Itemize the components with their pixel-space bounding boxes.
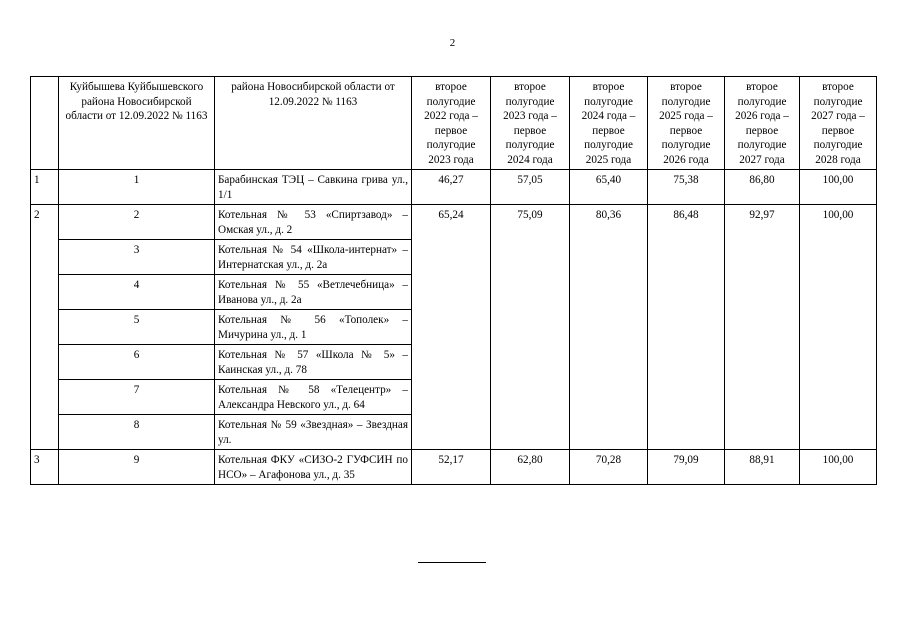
- object-name: Котельная № 56 «Тополек» – Мичурина ул., д. 1: [215, 310, 412, 345]
- value-cell: 65,40: [570, 170, 648, 205]
- row-index: 7: [59, 380, 215, 415]
- object-name: Котельная № 58 «Телецентр» – Александра Невского ул., д. 64: [215, 380, 412, 415]
- value-cell: 100,00: [800, 170, 877, 205]
- object-name: Котельная № 53 «Спиртзавод» – Омская ул., д. 2: [215, 205, 412, 240]
- value-cell: 75,38: [648, 170, 725, 205]
- value-cell: 79,09: [648, 450, 725, 485]
- header-period: второе полугодие 2022 года – первое полугодие 2023 года: [412, 77, 491, 170]
- value-cell: 70,28: [570, 450, 648, 485]
- header-period: второе полугодие 2026 года – первое полугодие 2027 года: [725, 77, 800, 170]
- value-cell: 80,36: [570, 205, 648, 450]
- value-cell: 100,00: [800, 450, 877, 485]
- row-index: 9: [59, 450, 215, 485]
- group-number: 2: [31, 205, 59, 450]
- group-number: 1: [31, 170, 59, 205]
- page-number: 2: [449, 37, 456, 49]
- object-name: Барабинская ТЭЦ – Савкина грива ул., 1/1: [215, 170, 412, 205]
- object-name: Котельная № 59 «Звездная» – Звездная ул.: [215, 415, 412, 450]
- value-cell: 88,91: [725, 450, 800, 485]
- row-index: 6: [59, 345, 215, 380]
- row-index: 4: [59, 275, 215, 310]
- row-index: 2: [59, 205, 215, 240]
- header-source: Куйбышева Куйбышевского района Новосибирской области от 12.09.2022 № 1163: [59, 77, 215, 170]
- table-row: [31, 205, 877, 240]
- table-row: [31, 450, 877, 485]
- object-name: Котельная № 55 «Ветлечебница» – Иванова ул., д. 2а: [215, 275, 412, 310]
- value-cell: 92,97: [725, 205, 800, 450]
- header-period: второе полугодие 2025 года – первое полугодие 2026 года: [648, 77, 725, 170]
- header-period: второе полугодие 2023 года – первое полугодие 2024 года: [491, 77, 570, 170]
- value-cell: 57,05: [491, 170, 570, 205]
- value-cell: 75,09: [491, 205, 570, 450]
- header-period: второе полугодие 2024 года – первое полугодие 2025 года: [570, 77, 648, 170]
- object-name: Котельная ФКУ «СИЗО-2 ГУФСИН по НСО» – Агафонова ул., д. 35: [215, 450, 412, 485]
- header-period: второе полугодие 2027 года – первое полугодие 2028 года: [800, 77, 877, 170]
- object-name: Котельная № 54 «Школа-интернат» – Интернатская ул., д. 2а: [215, 240, 412, 275]
- value-cell: 86,48: [648, 205, 725, 450]
- value-cell: 62,80: [491, 450, 570, 485]
- value-cell: 100,00: [800, 205, 877, 450]
- value-cell: 46,27: [412, 170, 491, 205]
- row-index: 8: [59, 415, 215, 450]
- heat-supply-table: [30, 76, 877, 485]
- footer-divider: [418, 562, 486, 563]
- object-name: Котельная № 57 «Школа № 5» – Каинская ул., д. 78: [215, 345, 412, 380]
- value-cell: 65,24: [412, 205, 491, 450]
- row-index: 5: [59, 310, 215, 345]
- header-object: района Новосибирской области от 12.09.2022 № 1163: [215, 77, 412, 170]
- table-row: [31, 170, 877, 205]
- value-cell: 52,17: [412, 450, 491, 485]
- group-number: 3: [31, 450, 59, 485]
- row-index: 1: [59, 170, 215, 205]
- table-header-row: [31, 77, 877, 170]
- value-cell: 86,80: [725, 170, 800, 205]
- header-number: [31, 77, 59, 170]
- row-index: 3: [59, 240, 215, 275]
